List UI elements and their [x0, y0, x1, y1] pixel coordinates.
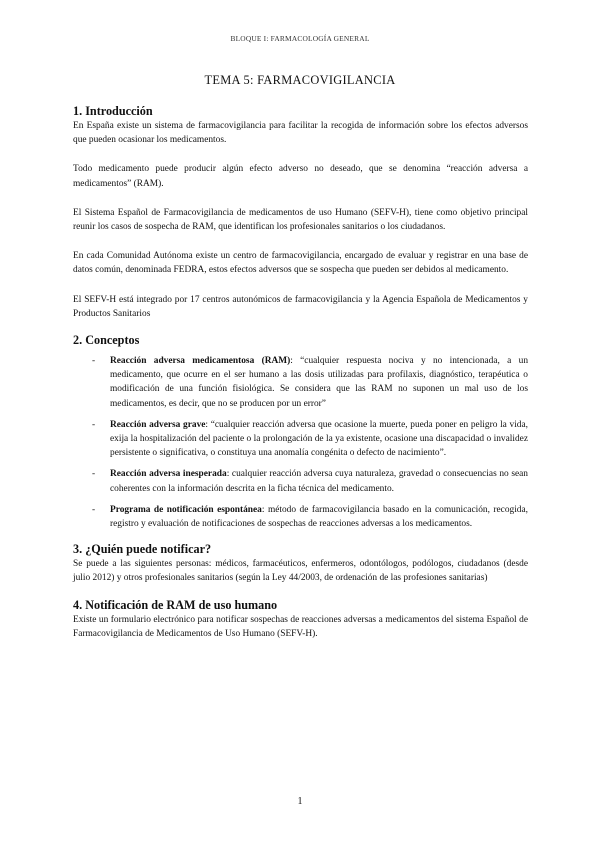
list-item — [73, 354, 528, 411]
list-item — [73, 467, 528, 495]
page-number: 1 — [297, 796, 303, 807]
section-heading: 4. Notificación de RAM de uso humano — [73, 597, 278, 612]
paragraph: El SEFV-H está integrado por 17 centros autonómicos de farmacovigilancia y la Agencia Española de Medicamentos y Productos Sanitarios — [73, 294, 528, 319]
section-introduction — [73, 104, 528, 321]
concept-definition: : cualquier reacción adversa cuya naturaleza, gravedad o consecuencias no sean coherentes con la información descrita en la ficha técnica del medicamento. — [110, 469, 528, 494]
concept-term: Reacción adversa inesperada — [110, 469, 227, 480]
section-notification — [73, 598, 528, 641]
concept-definition: : “cualquier respuesta nociva y no intencionada, a un medicamento, que ocurre en el ser humano a las dosis utilizadas para profilaxis, diagnóstico, terapéutica o modificación de una función fisiológica. Se considera que las RAM no suponen un mal uso de los medicamentos, es decir, que no se producen por un error” — [110, 356, 529, 409]
running-header: BLOQUE I: FARMACOLOGÍA GENERAL — [230, 34, 370, 43]
section-concepts — [73, 333, 528, 531]
list-dash: - — [92, 356, 96, 367]
section-who-can-notify — [73, 542, 528, 585]
document-body — [73, 104, 528, 641]
concept-definition: : “cualquier reacción adversa que ocasione la muerte, pueda poner en peligro la vida, exija la hospitalización del paciente o la prolongación de la ya existente, ocasione una discapacidad o invalidez persistente o significativa, o constituya una anomalía congénita o defecto de nacimiento”. — [110, 419, 528, 459]
paragraph: En cada Comunidad Autónoma existe un centro de farmacovigilancia, encargado de evaluar y registrar en una base de datos común, denominada FEDRA, estos efectos adversos que se sospecha que pueden ser debidos al medicamento. — [73, 251, 528, 276]
paragraph: Existe un formulario electrónico para notificar sospechas de reacciones adversas a medicamentos del sistema Español de Farmacovigilancia de Medicamentos de Uso Humano (SEFV-H). — [73, 614, 528, 639]
concept-definition: : método de farmacovigilancia basado en la comunicación, recogida, registro y evaluación de notificaciones de sospechas de reacciones adversas a los medicamentos. — [110, 504, 529, 530]
main-title: TEMA 5: FARMACOVIGILANCIA — [204, 73, 396, 87]
concept-term: Reacción adversa medicamentosa (RAM) — [110, 356, 291, 367]
paragraph: En España existe un sistema de farmacovigilancia para facilitar la recogida de información sobre los efectos adversos que pueden ocasionar los medicamentos. — [73, 121, 528, 146]
section-heading: 3. ¿Quién puede notificar? — [73, 542, 212, 557]
concept-term: Reacción adversa grave — [110, 419, 206, 430]
section-heading: 2. Conceptos — [73, 333, 140, 348]
concepts-list — [73, 354, 528, 531]
paragraph: Se puede a las siguientes personas: médicos, farmacéuticos, enfermeros, odontólogos, podólogos, ciudadanos (desde julio 2012) y otros profesionales sanitarios (según la Ley 44/2003, de ordenación de las profesiones sanitarias) — [73, 559, 528, 584]
section-heading: 1. Introducción — [73, 104, 153, 118]
list-dash: - — [92, 504, 96, 515]
concept-term: Programa de notificación espontánea — [110, 504, 262, 515]
paragraph: Todo medicamento puede producir algún efecto adverso no deseado, que se denomina “reacción adversa a medicamentos” (RAM). — [73, 164, 528, 189]
list-item — [73, 503, 528, 531]
list-item — [73, 418, 528, 461]
list-dash: - — [92, 419, 96, 430]
paragraph: El Sistema Español de Farmacovigilancia de medicamentos de uso Humano (SEFV-H), tiene como objetivo principal reunir los casos de sospecha de RAM, que identifican los profesionales sanitarios o los ciudadanos. — [73, 207, 528, 233]
list-dash: - — [92, 469, 96, 480]
